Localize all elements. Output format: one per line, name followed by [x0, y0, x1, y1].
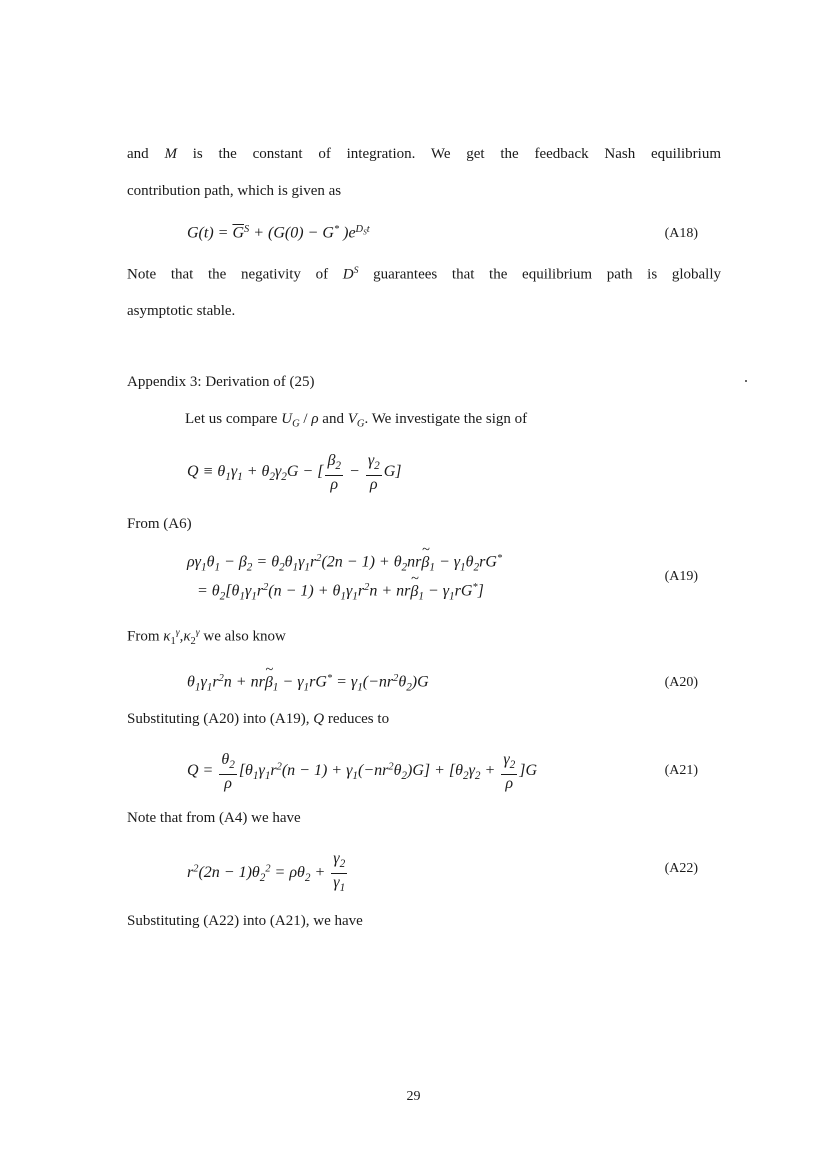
equation-number-a22: (A22) [664, 861, 698, 876]
para-1-line-1: and M is the constant of integration. We get the feedback Nash equilibrium [127, 146, 721, 162]
equation-a18: $G(t) = \overline{G}^S + (G(0) - G^*$ )$e^{D_St}$ [187, 224, 370, 242]
equation-a22: $r^2(2n - 1)\theta_2^2 = \rho\theta_2$ + $\frac{\gamma_2}{\gamma_1}$ [187, 850, 346, 894]
para-2-line-2: asymptotic stable. [127, 303, 236, 319]
equation-a21: Q = $\frac{\theta_2}{\rho}$ $[\theta_1\gamma_1r^2(n - 1) + \gamma_1(-nr^2\theta_2)G] + [\theta_2\gamma_2$ + $\frac{\gamma_2}{\rho}$ ]G [187, 751, 537, 792]
para-2-line-1: Note that the negativity of $D^S$ guarantees that the equilibrium path is globally [127, 265, 721, 283]
from-kappa: From $\kappa_1^\gamma,\kappa_2^\gamma$ we also know [127, 627, 286, 648]
equation-number-a18: (A18) [664, 226, 698, 241]
stray-mark [745, 380, 747, 382]
equation-a19-line-1: $\rho\gamma_1\theta_1 - \beta_2 = \theta_2\theta_1\gamma_1r^2(2n - 1)$ + $\theta_2nr\sim$ $\beta_1 - \gamma_1\theta_2rG^*$ [187, 553, 502, 574]
equation-number-a19: (A19) [664, 569, 698, 584]
from-a6: From (A6) [127, 516, 192, 532]
equation-a20: $\theta_1\gamma_1r^2n$ + nr~ $\beta_1 - \gamma_1rG^* = \gamma_1(-nr^2\theta_2)G$ [187, 673, 429, 694]
equation-a19-line-2: = $\theta_2[\theta_1\gamma_1r^2(n - 1) + \theta_1\gamma_1r^2n$ + nr~ $\beta_1 - \gamma_1rG^*$] [197, 582, 484, 603]
equation-number-a21: (A21) [664, 763, 698, 778]
substituting-a22: Substituting (A22) into (A21), we have [127, 913, 363, 929]
appendix-intro: Let us compare $U_G$ / ρ and $V_G$. We investigate the sign of [185, 411, 528, 430]
equation-q: $Q \equiv \theta_1\gamma_1 + \theta_2\gamma_2G$ − [ $\frac{\beta_2}{\rho}$ − $\frac{\gamma_2}{\rho}$ G] [187, 452, 402, 493]
equation-number-a20: (A20) [664, 675, 698, 690]
substituting-a20: Substituting (A20) into (A19), Q reduces to [127, 711, 390, 727]
note-a4: Note that from (A4) we have [127, 810, 301, 826]
appendix-heading: Appendix 3: Derivation of (25) [127, 374, 315, 390]
page-number: 29 [406, 1089, 421, 1104]
para-1-line-2: contribution path, which is given as [127, 183, 342, 199]
